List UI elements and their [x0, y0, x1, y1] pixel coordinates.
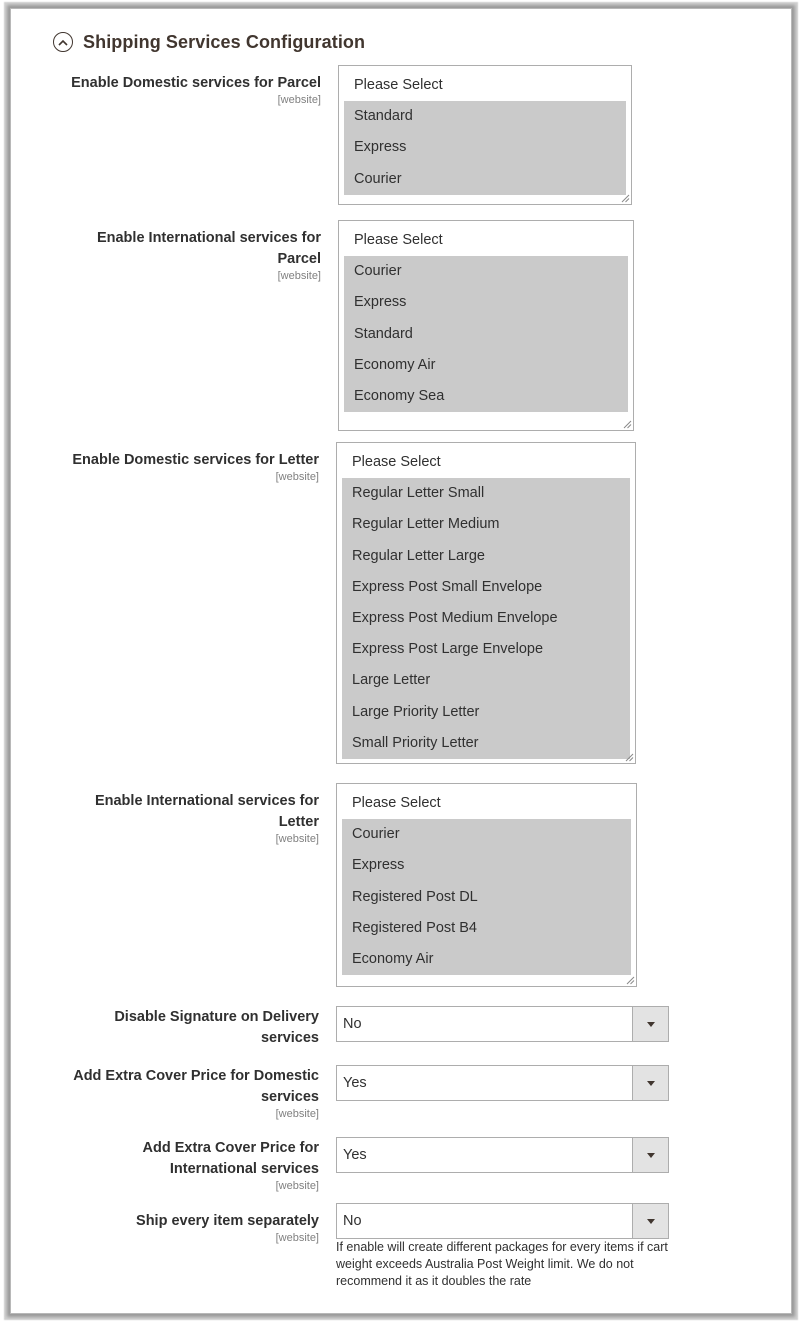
dropdown-arrow-icon[interactable] [632, 1138, 668, 1172]
scope-label: [website] [275, 1108, 319, 1120]
multiselect-option[interactable]: Regular Letter Small [342, 478, 630, 509]
dropdown-arrow-icon[interactable] [632, 1007, 668, 1041]
scope-label: [website] [277, 270, 321, 282]
domestic-letter-label-group [11, 450, 319, 484]
international-parcel-label-line2: Parcel [277, 251, 321, 267]
disable-signature-select[interactable] [336, 1006, 669, 1042]
select-value: Yes [343, 1147, 367, 1163]
multiselect-option[interactable]: Economy Air [344, 350, 628, 381]
disable-signature-label-group [11, 1007, 319, 1049]
scope-label: [website] [275, 471, 319, 483]
domestic-parcel-label-group [11, 73, 321, 107]
select-value: Yes [343, 1075, 367, 1091]
multiselect-option[interactable]: Express Post Medium Envelope [342, 603, 630, 634]
multiselect-option[interactable]: Courier [344, 256, 628, 287]
scope-label: [website] [277, 94, 321, 106]
domestic-parcel-label: Enable Domestic services for Parcel [71, 75, 321, 91]
extra-cover-international-label-line1: Add Extra Cover Price for [142, 1140, 319, 1156]
international-parcel-label-group [11, 228, 321, 283]
ship-separately-note: If enable will create different packages for every items if cart weight exceeds Australia Post Weight limit. We do not recommend it as it doubles the rate [336, 1240, 668, 1288]
multiselect-option[interactable]: Please Select [354, 77, 443, 93]
resize-grip-icon[interactable] [625, 975, 635, 985]
select-value: No [343, 1016, 362, 1032]
extra-cover-domestic-label-group [11, 1066, 319, 1121]
scope-label: [website] [275, 1232, 319, 1244]
domestic-parcel-multiselect[interactable] [338, 65, 632, 205]
extra-cover-international-select[interactable] [336, 1137, 669, 1173]
collapse-circle-icon[interactable] [53, 32, 73, 52]
multiselect-option[interactable]: Express [344, 132, 626, 163]
multiselect-option[interactable]: Express Post Large Envelope [342, 634, 630, 665]
multiselect-option[interactable]: Large Priority Letter [342, 697, 630, 728]
multiselect-option[interactable]: Economy Air [342, 944, 631, 975]
multiselect-option[interactable]: Regular Letter Large [342, 541, 630, 572]
extra-cover-domestic-label-line2: services [260, 1089, 319, 1105]
disable-signature-label-line2: services [260, 1030, 319, 1046]
multiselect-option[interactable]: Small Priority Letter [342, 728, 630, 759]
international-letter-label-line1: Enable International services for [94, 793, 319, 809]
dropdown-arrow-icon[interactable] [632, 1204, 668, 1238]
select-value: No [343, 1213, 362, 1229]
extra-cover-domestic-select[interactable] [336, 1065, 669, 1101]
extra-cover-international-label-line2: International services [169, 1161, 319, 1177]
international-parcel-label-line1: Enable International services for [96, 230, 321, 246]
international-parcel-multiselect[interactable] [338, 220, 634, 431]
multiselect-option[interactable]: Regular Letter Medium [342, 509, 630, 540]
multiselect-option[interactable]: Please Select [354, 232, 443, 248]
multiselect-option[interactable]: Express [342, 850, 631, 881]
resize-grip-icon[interactable] [624, 752, 634, 762]
resize-grip-icon[interactable] [620, 193, 630, 203]
multiselect-option[interactable]: Please Select [352, 454, 441, 470]
ship-separately-label-group [11, 1211, 319, 1245]
scope-label: [website] [275, 1180, 319, 1192]
dropdown-arrow-icon[interactable] [632, 1066, 668, 1100]
multiselect-option[interactable]: Standard [344, 319, 628, 350]
domestic-letter-label: Enable Domestic services for Letter [72, 452, 319, 468]
multiselect-option[interactable]: Registered Post DL [342, 882, 631, 913]
international-letter-label-line2: Letter [278, 814, 319, 830]
multiselect-option[interactable]: Courier [342, 819, 631, 850]
multiselect-option[interactable]: Registered Post B4 [342, 913, 631, 944]
extra-cover-international-label-group [11, 1138, 319, 1193]
disable-signature-label-line1: Disable Signature on Delivery [114, 1009, 319, 1025]
multiselect-option[interactable]: Large Letter [342, 665, 630, 696]
section-header[interactable] [53, 29, 365, 55]
ship-separately-label: Ship every item separately [136, 1213, 319, 1229]
multiselect-option[interactable]: Standard [344, 101, 626, 132]
resize-grip-icon[interactable] [622, 419, 632, 429]
international-letter-label-group [11, 791, 319, 846]
multiselect-option[interactable]: Express [344, 287, 628, 318]
multiselect-option[interactable]: Economy Sea [344, 381, 628, 412]
multiselect-option[interactable]: Courier [344, 164, 626, 195]
scope-label: [website] [275, 833, 319, 845]
config-panel [10, 8, 792, 1314]
multiselect-option[interactable]: Please Select [352, 795, 441, 811]
ship-separately-select[interactable] [336, 1203, 669, 1239]
multiselect-option[interactable]: Express Post Small Envelope [342, 572, 630, 603]
domestic-letter-multiselect[interactable] [336, 442, 636, 764]
section-title: Shipping Services Configuration [83, 31, 366, 52]
international-letter-multiselect[interactable] [336, 783, 637, 987]
extra-cover-domestic-label-line1: Add Extra Cover Price for Domestic [73, 1068, 319, 1084]
